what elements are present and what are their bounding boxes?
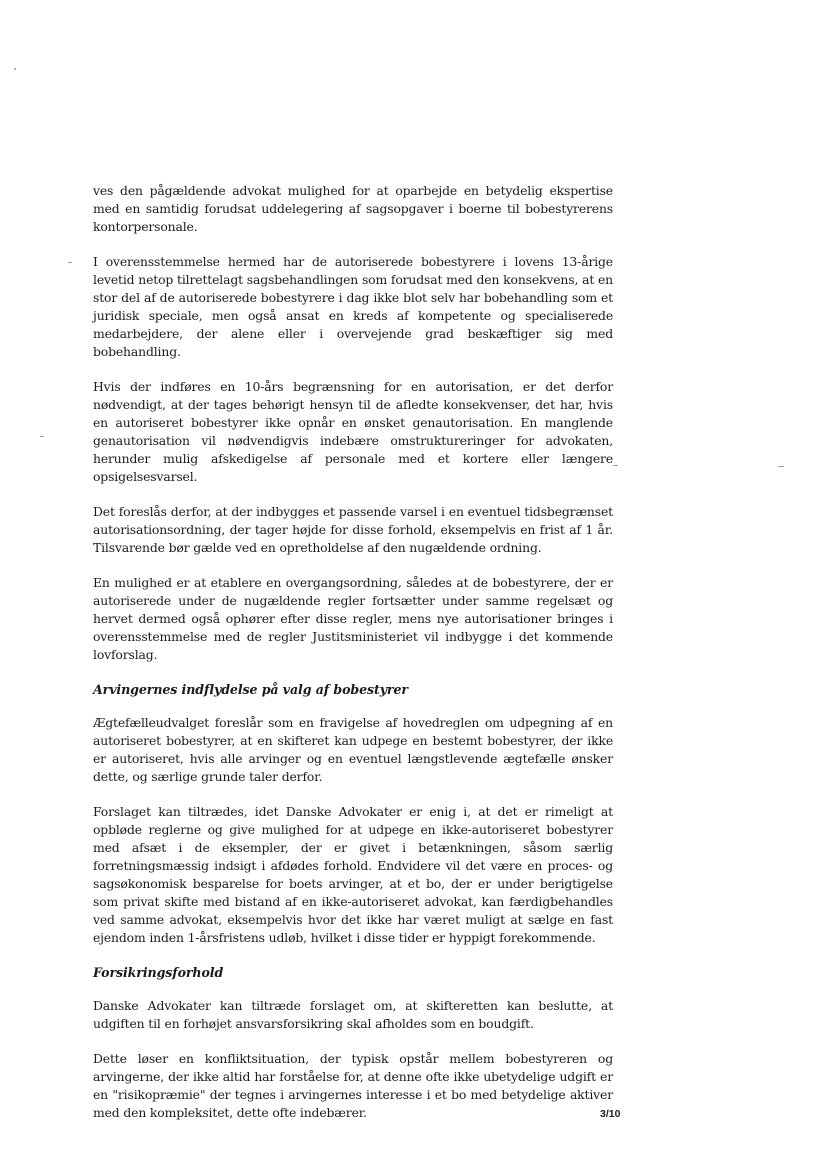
paragraph: Det foreslås derfor, at der indbygges et passende varsel i en eventuel tidsbegrænset autorisationsordning, der tager højde for disse forhold, eksempelvis en frist af 1 år. Tilsvarende bør gælde ved en opretholdelse af den nugældende ordning.: [93, 504, 613, 555]
paragraph: ves den pågældende advokat mulighed for at oparbejde en betydelig ekspertise med en samtidig forudsat uddelegering af sagsopgaver i boerne til bobestyrerens kontorpersonale.: [93, 183, 613, 234]
paragraph: Forslaget kan tiltrædes, idet Danske Advokater er enig i, at det er rimeligt at opbløde reglerne og give mulighed for at udpege en ikke-autoriseret bobestyrer med afsæt i de eksempler, der er givet i betænkningen, såsom særlig forretningsmæssig indsigt i afdødes forhold. Endvidere vil det være en proces- og sagsøkonomisk besparelse for boets arvinger, at et bo, der er under berigtigelse som privat skifte med bistand af en ikke-autoriseret advokat, kan færdigbehandles ved samme advokat, eksempelvis hvor det ikke har været muligt at sælge en fast ejendom inden 1-årsfristens udløb, hvilket i disse tider er hyppigt forekommende.: [93, 804, 613, 945]
section-heading: Arvingernes indflydelse på valg af bobestyrer: [93, 682, 408, 697]
scan-speck: [613, 465, 618, 466]
page-number: 3/10: [600, 1108, 621, 1120]
scan-speck: [40, 436, 44, 437]
paragraph: Hvis der indføres en 10-års begrænsning for en autorisation, er det derfor nødvendigt, at der tages behørigt hensyn til de afledte konsekvenser, det har, hvis en autoriseret bobestyrer ikke opnår en ønsket genautorisation. En manglende genautorisation vil nødvendigvis indebære omstruktureringer for advokaten, herunder mulig afskedigelse af personale med et kortere eller længere opsigelsesvarsel.: [93, 379, 613, 484]
scan-speck: [778, 466, 784, 467]
paragraph: Danske Advokater kan tiltræde forslaget om, at skifteretten kan beslutte, at udgiften til en forhøjet ansvarsforsikring skal afholdes som en boudgift.: [93, 998, 613, 1031]
paragraph: En mulighed er at etablere en overgangsordning, således at de bobestyrere, der er autoriserede under de nugældende regler fortsætter under samme regelsæt og hervet dermed også ophører efter disse regler, mens nye autorisationer bringes i overensstemmelse med de regler Justitsministeriet vil indbygge i det kommende lovforslag.: [93, 575, 613, 662]
document-body: [93, 182, 613, 1139]
paragraph: I overensstemmelse hermed har de autoriserede bobestyrere i lovens 13-årige levetid netop tilrettelagt sagsbehandlingen som forudsat med den konsekvens, at en stor del af de autoriserede bobestyrere i dag ikke blot selv har bobehandling som et juridisk speciale, men også ansat en kreds af kompetente og specialiserede medarbejdere, der alene eller i overvejende grad beskæftiger sig med bobehandling.: [93, 254, 613, 359]
scan-speck: [14, 68, 16, 70]
paragraph: Dette løser en konfliktsituation, der typisk opstår mellem bobestyreren og arvingerne, der ikke altid har forståelse for, at denne ofte ikke ubetydelige udgift er en "risikopræmie" der tegnes i arvingernes interesse i et bo med betydelige aktiver med den kompleksitet, dette ofte indebærer.: [93, 1051, 613, 1120]
paragraph: Ægtefælleudvalget foreslår som en fravigelse af hovedreglen om udpegning af en autoriseret bobestyrer, at en skifteret kan udpege en bestemt bobestyrer, der ikke er autoriseret, hvis alle arvinger og en eventuel længstlevende ægtefælle ønsker dette, og særlige grunde taler derfor.: [93, 715, 613, 784]
section-heading: Forsikringsforhold: [93, 965, 224, 980]
scan-speck: [68, 262, 72, 263]
